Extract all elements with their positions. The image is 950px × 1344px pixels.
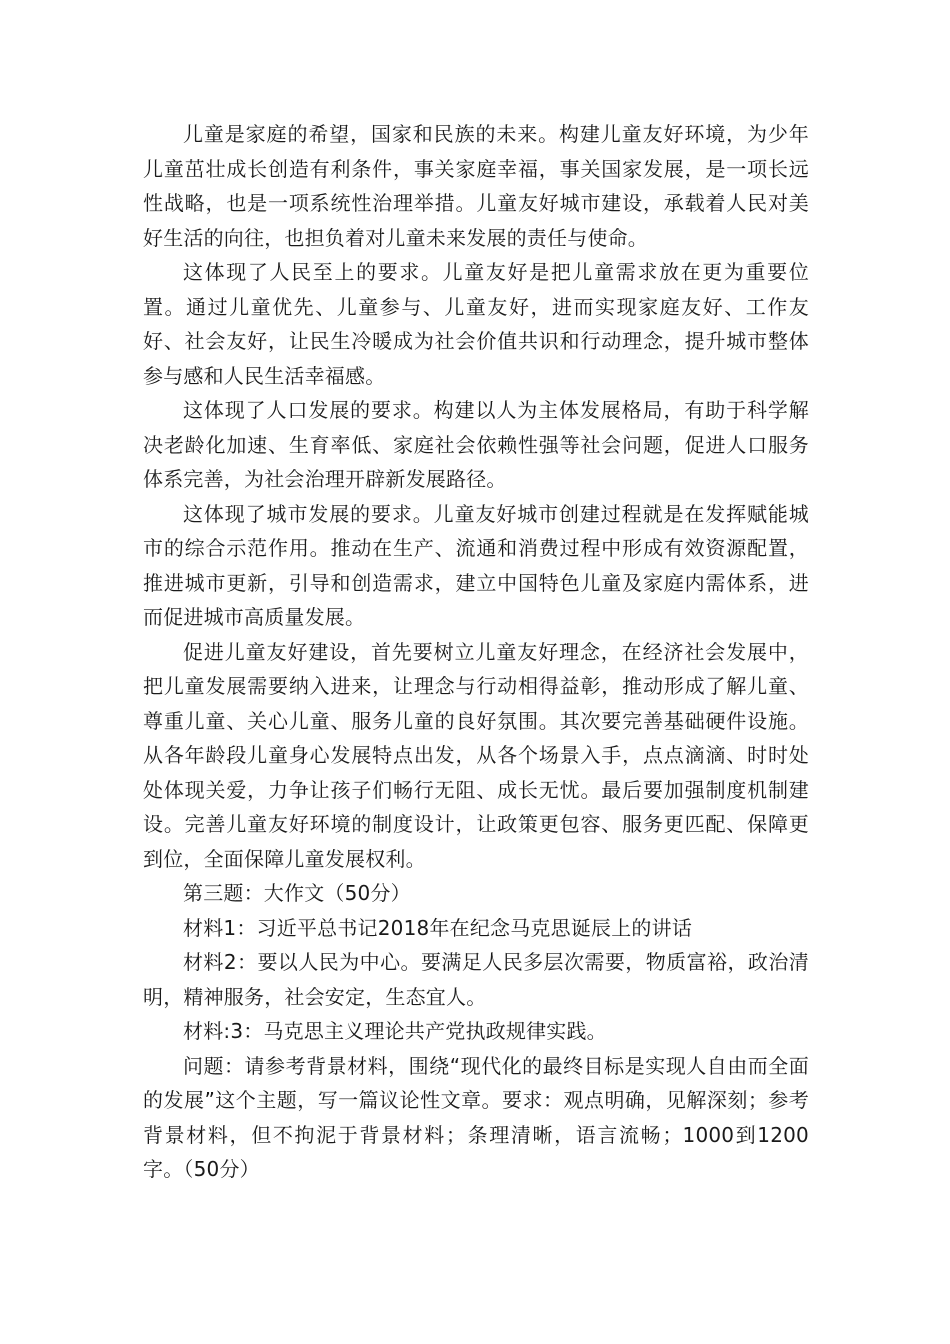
paragraph-people-first: 这体现了人民至上的要求。儿童友好是把儿童需求放在更为重要位置。通过儿童优先、儿童参与、儿童友好，进而实现家庭友好、工作友好、社会友好，让民生冷暖成为社会价值共识和行动理念，提升城市整体参与感和人民生活幸福感。 [143, 260, 809, 388]
paragraph-population: 这体现了人口发展的要求。构建以人为主体发展格局，有助于科学解决老龄化加速、生育率低、家庭社会依赖性强等社会问题，促进人口服务体系完善，为社会治理开辟新发展路径。 [143, 398, 809, 491]
paragraph-measures: 促进儿童友好建设，首先要树立儿童友好理念，在经济社会发展中，把儿童发展需要纳入进来，让理念与行动相得益彰，推动形成了解儿童、尊重儿童、关心儿童、服务儿童的良好氛围。其次要完善基础硬件设施。从各年龄段儿童身心发展特点出发，从各个场景入手，点点滴滴、时时处处体现关爱，力争让孩子们畅行无阻、成长无忧。最后要加强制度机制建设。完善儿童友好环境的制度设计，让政策更包容、服务更匹配、保障更到位，全面保障儿童发展权利。 [143, 639, 809, 871]
material-1: 材料1：习近平总书记2018年在纪念马克思诞辰上的讲话 [183, 915, 693, 940]
question-prompt: 问题：请参考背景材料，围绕“现代化的最终目标是实现人自由而全面的发展”这个主题，写一篇议论性文章。要求：观点明确，见解深刻；参考背景材料，但不拘泥于背景材料；条理清晰，语言流畅；1000到1200字。（50分） [143, 1053, 809, 1181]
question-heading: 第三题：大作文（50分） [183, 881, 411, 905]
paragraph-intro: 儿童是家庭的希望，国家和民族的未来。构建儿童友好环境，为少年儿童茁壮成长创造有利条件，事关家庭幸福，事关国家发展，是一项长远性战略，也是一项系统性治理举措。儿童友好城市建设，承载着人民对美好生活的向往，也担负着对儿童未来发展的责任与使命。 [143, 122, 809, 250]
document-body [143, 117, 809, 1187]
paragraph-city-development: 这体现了城市发展的要求。儿童友好城市创建过程就是在发挥赋能城市的综合示范作用。推动在生产、流通和消费过程中形成有效资源配置，推进城市更新，引导和创造需求，建立中国特色儿童及家庭内需体系，进而促进城市高质量发展。 [143, 501, 809, 629]
material-3: 材料:3：马克思主义理论共产党执政规律实践。 [183, 1019, 607, 1043]
material-2: 材料2：要以人民为中心。要满足人民多层次需要，物质富裕，政治清明，精神服务，社会安定，生态宜人。 [143, 950, 809, 1009]
